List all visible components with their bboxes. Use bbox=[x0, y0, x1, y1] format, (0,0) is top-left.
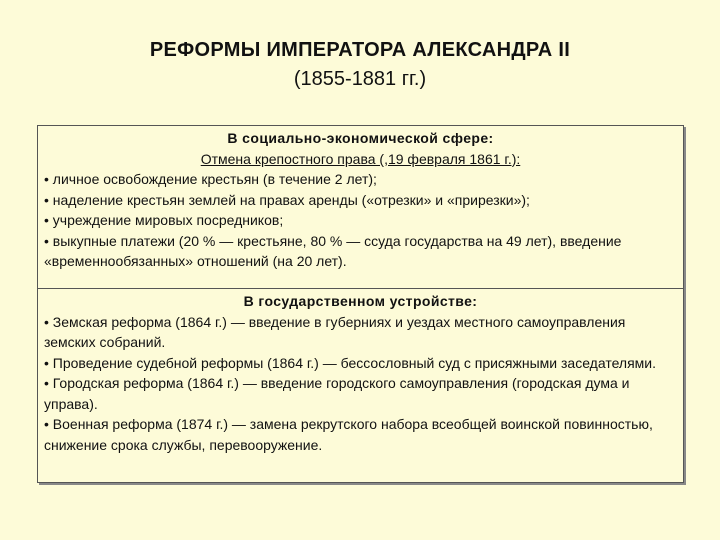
serfdom-abolition-subheading: Отмена крепостного права (,19 февраля 1861 г.): bbox=[200, 150, 521, 167]
list-item: • личное освобождение крестьян (в течение 2 лет); bbox=[44, 171, 377, 187]
list-item: • учреждение мировых посредников; bbox=[44, 212, 284, 228]
social-economic-panel bbox=[37, 125, 684, 289]
list-item: • выкупные платежи (20 % — крестьяне, 80 % — ссуда государства на 49 лет), введение «временнообязанных» отношений (на 20 лет). bbox=[44, 232, 622, 269]
title-main: РЕФОРМЫ ИМПЕРАТОРА АЛЕКСАНДРА II bbox=[149, 39, 571, 61]
list-item: • Проведение судебной реформы (1864 г.) — бессословный суд с присяжными заседателями. bbox=[44, 354, 656, 371]
state-structure-heading: В государственном устройстве: bbox=[243, 293, 478, 309]
list-item: • Военная реформа (1874 г.) — замена рекрутского набора всеобщей воинской повинностью, снижение срока службы, перевооружение. bbox=[44, 416, 653, 453]
slide-title bbox=[0, 38, 720, 92]
list-item: • наделение крестьян землей на правах аренды («отрезки» и «прирезки»); bbox=[44, 191, 530, 208]
state-structure-panel bbox=[37, 288, 684, 483]
list-item: • Городская реформа (1864 г.) — введение городского самоуправления (городская дума и управа). bbox=[44, 375, 630, 412]
title-dates: (1855-1881 гг.) bbox=[293, 68, 427, 90]
social-economic-heading: В социально-экономической сфере: bbox=[227, 130, 494, 146]
list-item: • Земская реформа (1864 г.) — введение в губерниях и уездах местного самоуправления земских собраний. bbox=[44, 313, 626, 350]
